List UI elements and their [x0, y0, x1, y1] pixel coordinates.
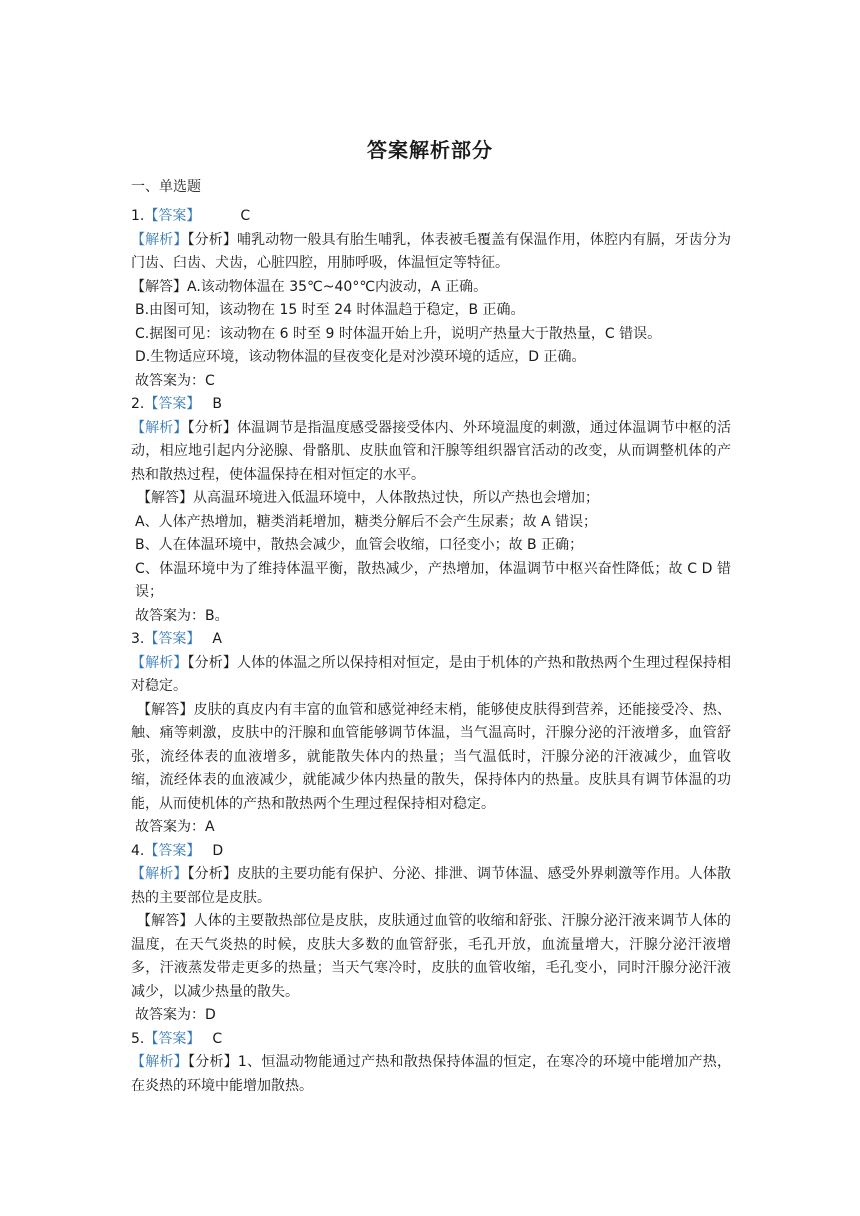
final-answer: 故答案为：A — [135, 819, 215, 835]
analysis-tag: 【解析】 — [131, 419, 188, 436]
answer-value: B — [212, 396, 222, 412]
analysis-paragraph — [131, 229, 731, 276]
solution-line: 【解答】A.该动物体温在 35℃~40°℃内波动，A 正确。 — [131, 278, 488, 295]
page-title: 答案解析部分 — [367, 138, 493, 162]
final-answer: 故答案为：D — [135, 1007, 216, 1023]
section-heading: 一、单选题 — [131, 179, 201, 195]
question-number: 2. — [131, 396, 145, 412]
analysis-paragraph — [131, 1051, 731, 1098]
answer-value: C — [212, 1030, 223, 1047]
analysis-text: 【分析】人体的体温之所以保持相对恒定，是由于机体的产热和散热两个生理过程保持相对稳定。 — [131, 654, 732, 694]
answer-value: D — [212, 842, 224, 859]
final-answer: 故答案为：B。 — [135, 607, 229, 624]
analysis-text: 【分析】体温调节是指温度感受器接受体内、外环境温度的刺激，通过体温调节中枢的活动，相应地引起内分泌腺、骨骼肌、皮肤血管和汗腺等组织器官活动的改变，从而调整机体的产热和散热过程，使体温保持在相对恒定的水平。 — [131, 419, 732, 483]
analysis-text: 【分析】皮肤的主要功能有保护、分泌、排泄、调节体温、感受外界刺激等作用。人体散热的主要部位是皮肤。 — [131, 866, 732, 906]
answer-line-1 — [131, 205, 731, 229]
answer-line-2 — [131, 393, 731, 417]
answer-value: C — [240, 208, 251, 224]
answer-tag: 【答案】 — [144, 1030, 201, 1047]
answer-line-4 — [131, 840, 731, 864]
answer-tag: 【答案】 — [144, 631, 201, 647]
question-number: 5. — [131, 1030, 145, 1047]
question-number: 3. — [131, 631, 145, 647]
solution-line: 【解答】从高温环境进入低温环境中，人体散热过快，所以产热也会增加； — [137, 490, 599, 506]
solution-line: 【解答】皮肤的真皮内有丰富的血管和感觉神经末梢，能够使皮肤得到营养，还能接受冷、热、触、痛等刺激，皮肤中的汗腺和血管能够调节体温，当气温高时，汗腺分泌的汗液增多，血管舒张，流经体表的血液增多，就能散失体内的热量；当气温低时，汗腺分泌的汗液减少，血管收缩，流经体表的血液减少，就能减少体内热量的散失，保持体内的热量。皮肤具有调节体温的功能，从而使机体的产热和散热两个生理过程保持相对稳定。 — [131, 701, 731, 812]
analysis-tag: 【解析】 — [131, 866, 188, 882]
answer-content — [131, 205, 731, 1098]
solution-line: C.据图可见：该动物在 6 时至 9 时体温开始上升，说明产热量大于散热量，C 错误。 — [135, 325, 662, 342]
analysis-tag: 【解析】 — [131, 654, 188, 671]
solution-line: B.由图可知，该动物在 15 时至 24 时体温趋于稳定，B 正确。 — [135, 302, 525, 318]
solution-line: A、人体产热增加，糖类消耗增加，糖类分解后不会产生尿素；故 A 错误； — [135, 513, 598, 530]
question-number: 1. — [131, 208, 145, 224]
analysis-paragraph — [131, 652, 731, 699]
answer-line-3 — [131, 628, 731, 652]
analysis-text: 【分析】哺乳动物一般具有胎生哺乳，体表被毛覆盖有保温作用，体腔内有膈，牙齿分为门齿、臼齿、犬齿，心脏四腔，用肺呼吸，体温恒定等特征。 — [131, 231, 732, 271]
answer-tag: 【答案】 — [144, 208, 201, 224]
analysis-paragraph — [131, 863, 731, 910]
answer-tag: 【答案】 — [144, 396, 201, 412]
answer-value: A — [212, 631, 222, 647]
analysis-tag: 【解析】 — [131, 231, 188, 248]
analysis-text: 【分析】1、恒温动物能通过产热和散热保持体温的恒定，在寒冷的环境中能增加产热，在炎热的环境中能增加散热。 — [131, 1054, 732, 1094]
answer-line-5 — [131, 1028, 731, 1052]
analysis-paragraph — [131, 417, 731, 488]
final-answer: 故答案为：C — [135, 372, 215, 389]
solution-line: 【解答】人体的主要散热部位是皮肤，皮肤通过血管的收缩和舒张、汗腺分泌汗液来调节人体的温度，在天气炎热的时候，皮肤大多数的血管舒张，毛孔开放，血流量增大，汗腺分泌汗液增多，汗液蒸发带走更多的热量；当天气寒冷时，皮肤的血管收缩，毛孔变小，同时汗腺分泌汗液减少，以减少热量的散失。 — [131, 913, 731, 1000]
question-number: 4. — [131, 842, 145, 859]
analysis-tag: 【解析】 — [131, 1054, 188, 1070]
solution-line: D.生物适应环境，该动物体温的昼夜变化是对沙漠环境的适应，D 正确。 — [135, 349, 586, 365]
solution-line: C、体温环境中为了维持体温平衡，散热减少，产热增加，体温调节中枢兴奋性降低；故 C D 错误； — [135, 560, 731, 600]
solution-line: B、人在体温环境中，散热会减少，血管会收缩，口径变小；故 B 正确； — [135, 537, 584, 553]
answer-tag: 【答案】 — [144, 842, 201, 859]
